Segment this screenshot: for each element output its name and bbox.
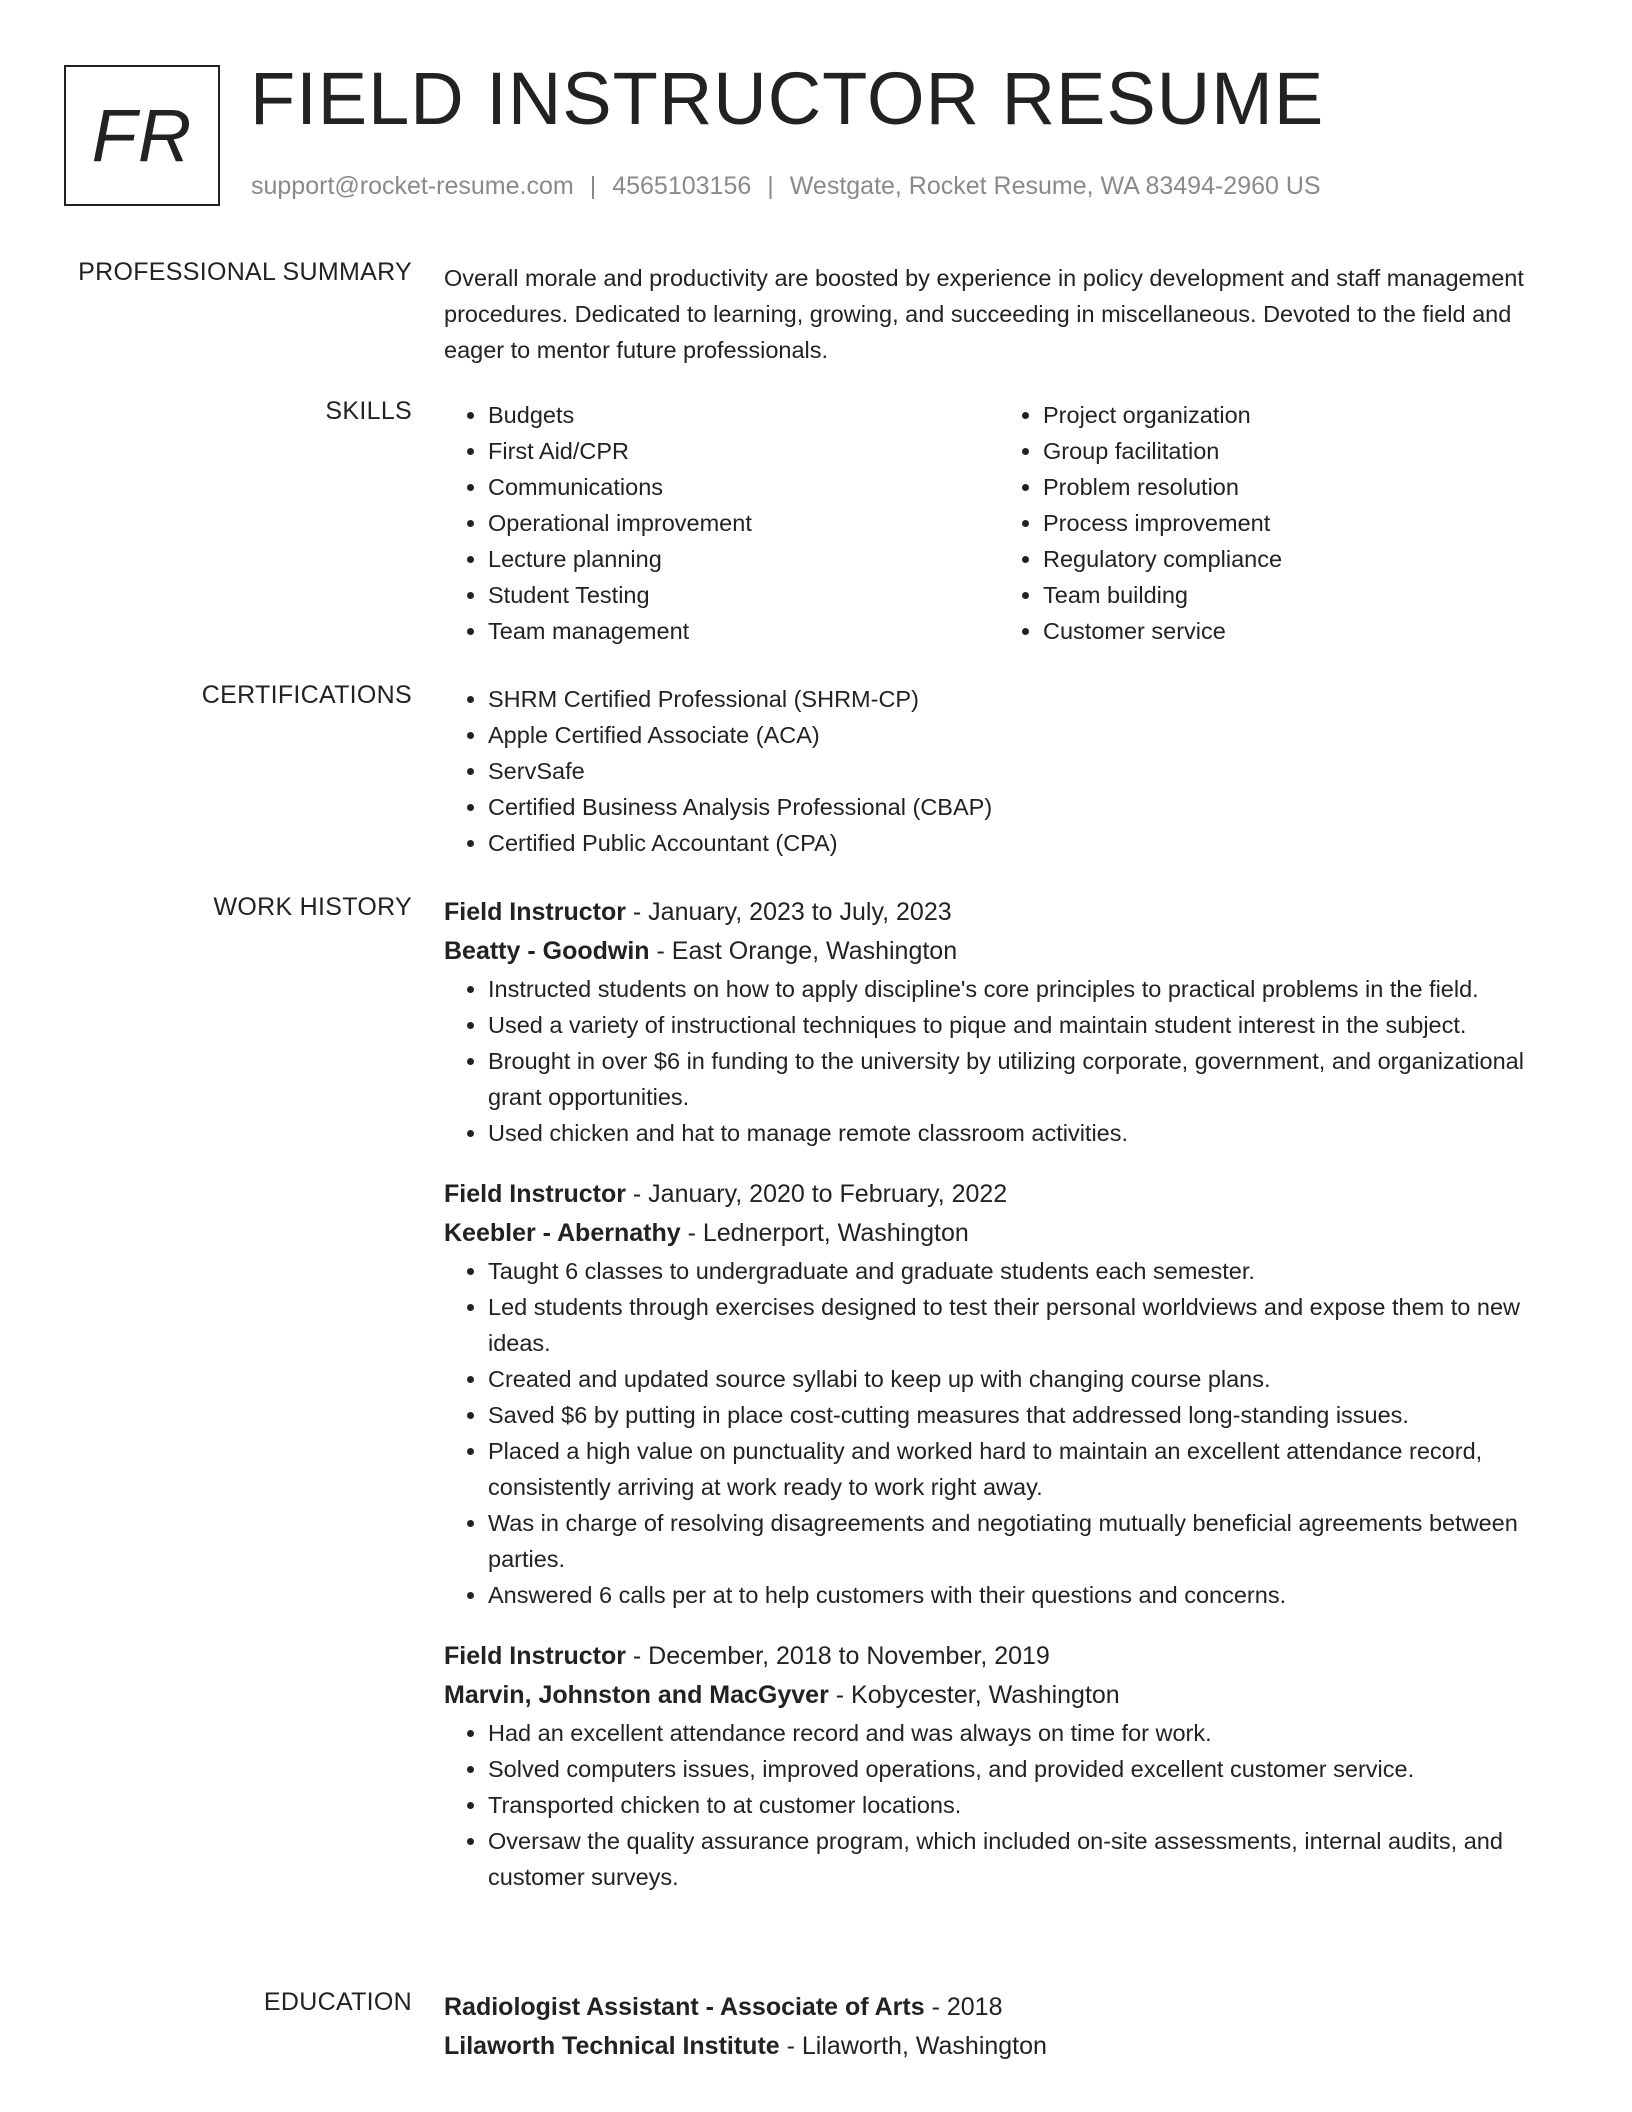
job-entry — [444, 893, 1554, 1151]
certification-item: • Certified Public Accountant (CPA) — [488, 825, 1554, 861]
education-degree-line — [444, 1988, 1554, 2027]
certification-item: • SHRM Certified Professional (SHRM-CP) — [488, 681, 1554, 717]
job-title: Field Instructor — [444, 1642, 626, 1670]
job-bullet: • Solved computers issues, improved operations, and provided excellent customer service. — [488, 1751, 1554, 1787]
education-year: - 2018 — [924, 1993, 1003, 2021]
job-bullet: • Used a variety of instructional techniques to pique and maintain student interest in the subject. — [488, 1007, 1554, 1043]
certifications-heading: CERTIFICATIONS — [201, 681, 412, 709]
page-title: FIELD INSTRUCTOR RESUME — [250, 57, 1325, 140]
summary-text: Overall morale and productivity are boosted by experience in policy development and staff management procedures. Dedicated to learning, growing, and succeeding in miscellaneous. Devoted to the field and eager to mentor future professionals. — [444, 265, 1524, 363]
skill-item: • Communications — [488, 469, 999, 505]
job-dates: - December, 2018 to November, 2019 — [625, 1642, 1050, 1670]
job-entry — [444, 1637, 1554, 1895]
skill-item: • Regulatory compliance — [1043, 541, 1554, 577]
skill-item: • Team building — [1043, 577, 1554, 613]
job-company: Keebler - Abernathy — [444, 1219, 681, 1247]
skill-item: • Problem resolution — [1043, 469, 1554, 505]
job-bullet: • Instructed students on how to apply discipline's core principles to practical problems in the field. — [488, 971, 1554, 1007]
contact-address: Westgate, Rocket Resume, WA 83494-2960 US — [789, 172, 1321, 200]
skill-item: • Lecture planning — [488, 541, 999, 577]
job-company-line — [444, 1676, 1554, 1715]
job-bullet: • Answered 6 calls per at to help customers with their questions and concerns. — [488, 1577, 1554, 1613]
education-heading: EDUCATION — [263, 1988, 412, 2016]
monogram-logo: FR — [64, 65, 220, 206]
skill-item: • Team management — [488, 613, 999, 649]
job-bullet: • Led students through exercises designed to test their personal worldviews and expose them to new ideas. — [488, 1289, 1554, 1361]
job-bullet: • Transported chicken to at customer locations. — [488, 1787, 1554, 1823]
skill-item: • Budgets — [488, 397, 999, 433]
job-bullet: • Placed a high value on punctuality and worked hard to maintain an excellent attendance record, consistently arriving at work ready to work right away. — [488, 1433, 1554, 1505]
contact-line — [251, 172, 1321, 201]
job-bullet-list — [444, 1253, 1554, 1613]
skills-list-left — [444, 397, 999, 649]
work-history-body — [444, 893, 1554, 1895]
job-title: Field Instructor — [444, 898, 626, 926]
job-title-line — [444, 893, 1554, 932]
job-title: Field Instructor — [444, 1180, 626, 1208]
education-school: Lilaworth Technical Institute — [444, 2032, 780, 2060]
work-history-heading: WORK HISTORY — [213, 893, 412, 921]
certification-item: • ServSafe — [488, 753, 1554, 789]
education-school-line — [444, 2027, 1554, 2066]
job-bullet: • Had an excellent attendance record and was always on time for work. — [488, 1715, 1554, 1751]
education-location: - Lilaworth, Washington — [779, 2032, 1047, 2060]
skill-item: • Operational improvement — [488, 505, 999, 541]
job-title-line — [444, 1175, 1554, 1214]
education-degree: Radiologist Assistant - Associate of Arts — [444, 1993, 925, 2021]
job-title-line — [444, 1637, 1554, 1676]
job-bullet: • Created and updated source syllabi to keep up with changing course plans. — [488, 1361, 1554, 1397]
skill-item: • Group facilitation — [1043, 433, 1554, 469]
summary-heading: PROFESSIONAL SUMMARY — [78, 258, 412, 286]
job-location: - Lednerport, Washington — [680, 1219, 969, 1247]
job-dates: - January, 2023 to July, 2023 — [625, 898, 952, 926]
skill-item: • Project organization — [1043, 397, 1554, 433]
job-dates: - January, 2020 to February, 2022 — [625, 1180, 1008, 1208]
contact-email: support@rocket-resume.com — [251, 172, 574, 200]
skill-item: • Student Testing — [488, 577, 999, 613]
job-bullet-list — [444, 971, 1554, 1151]
certifications-list — [444, 681, 1554, 861]
contact-phone: 4565103156 — [612, 172, 752, 200]
contact-separator: | — [767, 172, 774, 200]
contact-separator: | — [589, 172, 597, 200]
skill-item: • First Aid/CPR — [488, 433, 999, 469]
certifications-body — [444, 681, 1554, 861]
job-location: - East Orange, Washington — [649, 937, 958, 965]
skills-body — [444, 397, 1554, 649]
job-bullet-list — [444, 1715, 1554, 1895]
job-bullet: • Oversaw the quality assurance program, which included on-site assessments, internal audits, and customer surveys. — [488, 1823, 1554, 1895]
job-company: Marvin, Johnston and MacGyver — [444, 1681, 829, 1709]
job-bullet: • Taught 6 classes to undergraduate and graduate students each semester. — [488, 1253, 1554, 1289]
job-company: Beatty - Goodwin — [444, 937, 650, 965]
job-location: - Kobycester, Washington — [828, 1681, 1120, 1709]
skills-heading: SKILLS — [325, 397, 412, 425]
job-entry — [444, 1175, 1554, 1613]
job-company-line — [444, 932, 1554, 971]
skills-list-right — [999, 397, 1554, 649]
job-bullet: • Used chicken and hat to manage remote classroom activities. — [488, 1115, 1554, 1151]
certification-item: • Certified Business Analysis Professional (CBAP) — [488, 789, 1554, 825]
job-bullet: • Saved $6 by putting in place cost-cutting measures that addressed long-standing issues. — [488, 1397, 1554, 1433]
job-company-line — [444, 1214, 1554, 1253]
certification-item: • Apple Certified Associate (ACA) — [488, 717, 1554, 753]
education-body — [444, 1988, 1554, 2066]
job-bullet: • Was in charge of resolving disagreements and negotiating mutually beneficial agreements between parties. — [488, 1505, 1554, 1577]
skill-item: • Process improvement — [1043, 505, 1554, 541]
job-bullet: • Brought in over $6 in funding to the university by utilizing corporate, government, and organizational grant opportunities. — [488, 1043, 1554, 1115]
skill-item: • Customer service — [1043, 613, 1554, 649]
